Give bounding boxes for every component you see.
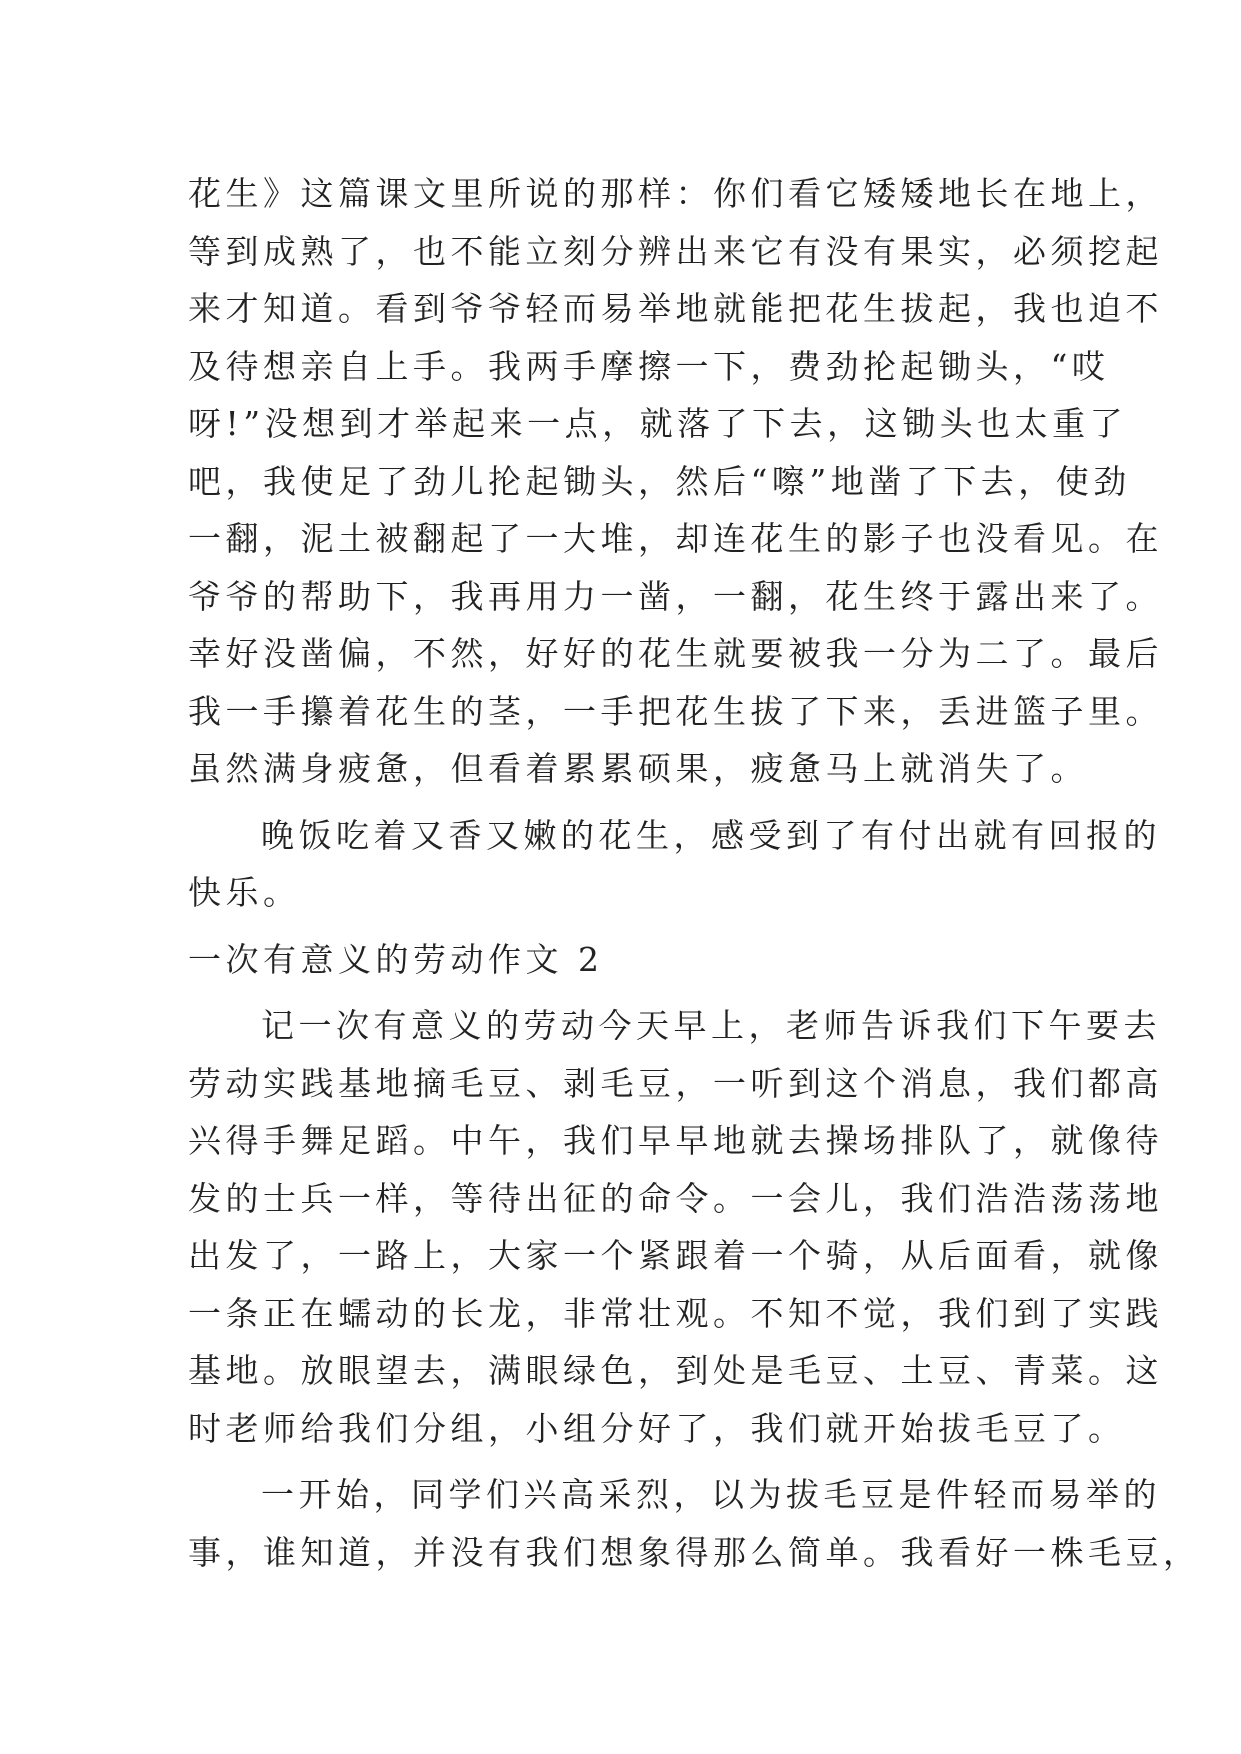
text-line: 来才知道。看到爷爷轻而易举地就能把花生拔起，我也迫不: [188, 289, 1163, 328]
text-line: 花生》这篇课文里所说的那样：你们看它矮矮地长在地上，: [188, 174, 1163, 213]
text-line: 记一次有意义的劳动今天早上，老师告诉我们下午要去: [261, 1006, 1161, 1045]
paragraph-picking-beans: [188, 1466, 1201, 1581]
text-line: 吧，我使足了劲儿抡起锄头，然后“嚓”地凿了下去，使劲: [188, 461, 1131, 501]
text-line: 发的士兵一样，等待出征的命令。一会儿，我们浩浩荡荡地: [188, 1178, 1163, 1218]
text-line: 出发了，一路上，大家一个紧跟着一个骑，从后面看，就像: [188, 1236, 1163, 1275]
text-line: 时老师给我们分组，小组分好了，我们就开始拔毛豆了。: [188, 1408, 1126, 1448]
paragraph-continuation: [188, 165, 1163, 798]
text-line: 一翻，泥土被翻起了一大堆，却连花生的影子也没看见。在: [188, 519, 1163, 558]
paragraph-labor-day: [188, 997, 1163, 1457]
text-line: 基地。放眼望去，满眼绿色，到处是毛豆、土豆、青菜。这: [188, 1351, 1163, 1390]
text-line: 晚饭吃着又香又嫩的花生，感受到了有付出就有回报的: [261, 815, 1161, 855]
text-line: 兴得手舞足蹈。中午，我们早早地就去操场排队了，就像待: [188, 1121, 1163, 1160]
text-line: 劳动实践基地摘毛豆、剥毛豆，一听到这个消息，我们都高: [188, 1063, 1163, 1103]
text-line: 快乐。: [188, 873, 301, 912]
paragraph-dinner: [188, 807, 1161, 922]
text-line: 一条正在蠕动的长龙，非常壮观。不知不觉，我们到了实践: [188, 1293, 1163, 1333]
text-line: 一开始，同学们兴高采烈，以为拔毛豆是件轻而易举的: [261, 1475, 1161, 1514]
text-line: 幸好没凿偏，不然，好好的花生就要被我一分为二了。最后: [188, 634, 1163, 673]
text-line: 及待想亲自上手。我两手摩擦一下，费劲抡起锄头，“哎: [188, 346, 1110, 386]
text-line: 爷爷的帮助下，我再用力一凿，一翻，花生终于露出来了。: [188, 576, 1163, 616]
document-body: [188, 165, 1201, 1581]
essay-title: 一次有意义的劳动作文 2: [188, 939, 604, 979]
text-line: 我一手攥着花生的茎，一手把花生拔了下来，丢进篮子里。: [188, 691, 1163, 731]
text-line: 呀!”没想到才举起来一点，就落了下去，这锄头也太重了: [188, 404, 1128, 443]
text-line: 虽然满身疲惫，但看着累累硕果，疲惫马上就消失了。: [188, 749, 1088, 788]
text-line: 等到成熟了，也不能立刻分辨出来它有没有果实，必须挖起: [188, 231, 1163, 271]
text-line: 事，谁知道，并没有我们想象得那么简单。我看好一株毛豆，: [188, 1532, 1201, 1572]
